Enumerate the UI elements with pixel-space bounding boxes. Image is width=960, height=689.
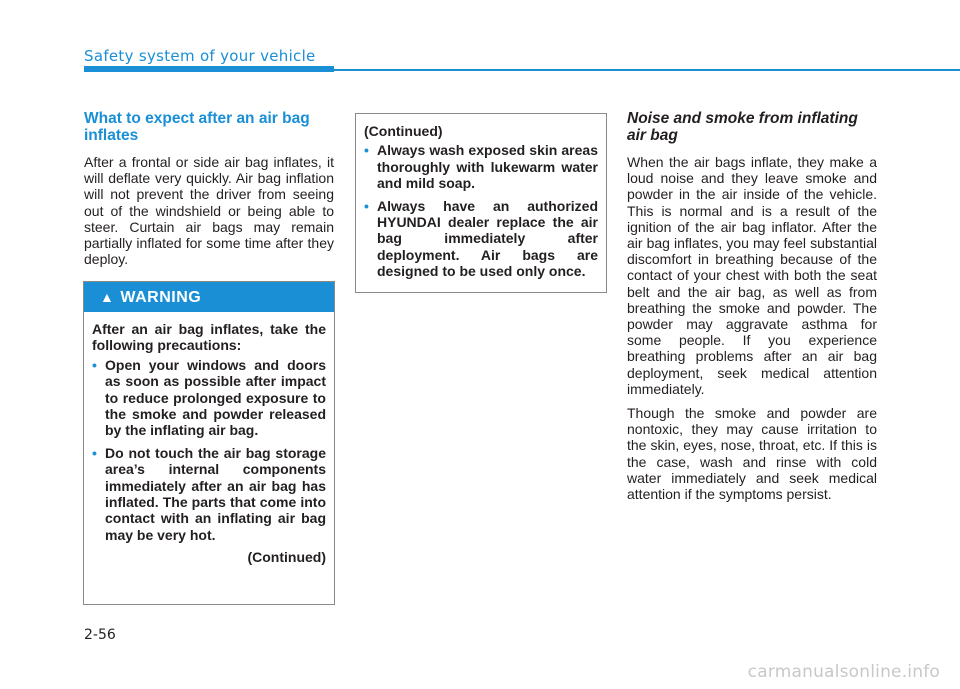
bullet-icon: • xyxy=(92,444,97,461)
warning-bullet-text: Open your windows and doors as soon as possible after impact to reduce prolonged exposure to the smoke and powder released by the inflating air bag. xyxy=(105,356,326,439)
bullet-icon: • xyxy=(364,142,369,159)
continued-label: (Continued) xyxy=(364,123,443,139)
continued-warning-box xyxy=(355,113,607,293)
section-heading-noise-smoke: Noise and smoke from inflating air bag xyxy=(627,110,858,144)
page-number: 2-56 xyxy=(84,627,116,643)
warning-body xyxy=(84,312,334,566)
continued-bullet-text: Always wash exposed skin areas thoroughly with lukewarm water and mild soap. xyxy=(377,142,598,192)
right-column xyxy=(627,110,877,510)
bullet-icon: • xyxy=(364,197,369,214)
list-item xyxy=(92,445,326,543)
section-header-title: Safety system of your vehicle xyxy=(84,47,316,65)
list-item xyxy=(364,198,598,280)
list-item xyxy=(364,142,598,191)
continued-bullet-text: Always have an authorized HYUNDAI dealer replace the air bag immediately after deployment. Air bags are designed to be used only once. xyxy=(377,197,598,280)
header-rule-thin xyxy=(334,69,960,71)
continued-label: (Continued) xyxy=(247,549,326,566)
paragraph-noise-smoke-2: Though the smoke and powder are nontoxic, they may cause irritation to the skin, eyes, nose, throat, etc. If this is the case, wash and rinse with cold water immediately and seek medical attention if the symptoms persist. xyxy=(627,405,877,503)
list-item xyxy=(92,357,326,439)
watermark: carmanualsonline.info xyxy=(747,662,940,682)
paragraph-after-inflation: After a frontal or side air bag inflates, it will deflate very quickly. Air bag inflation will not prevent the driver from seeing out of the windshield or being able to steer. Curtain air bags may remain partially inflated for some time after they deploy. xyxy=(84,154,334,268)
bullet-icon: • xyxy=(92,356,97,373)
warning-triangle-icon: ▲ xyxy=(100,289,115,305)
warning-box xyxy=(83,281,335,605)
continued-body xyxy=(356,114,606,280)
section-heading-after-inflation: What to expect after an air bag inflates xyxy=(84,110,310,144)
warning-intro: After an air bag inflates, take the following precautions: xyxy=(92,321,326,354)
warning-bullet-text: Do not touch the air bag storage area’s internal components immediately after an air bag has inflated. The parts that come into contact with an inflating air bag may be very hot. xyxy=(105,444,326,543)
left-column xyxy=(84,110,334,275)
header-rule-thick xyxy=(84,66,334,72)
paragraph-noise-smoke-1: When the air bags inflate, they make a loud noise and they leave smoke and powder in the air inside of the vehicle. This is normal and is a result of the ignition of the air bag inflator. After the air bag inflates, you may feel substantial discomfort in breathing because of the contact of your chest with both the seat belt and the air bag, as well as from breathing the smoke and powder. The powder may aggravate asthma for some people. If you experience breathing problems after an air bag deployment, seek medical attention immediately. xyxy=(627,154,877,397)
warning-title: WARNING xyxy=(120,289,202,306)
warning-header xyxy=(84,282,334,312)
